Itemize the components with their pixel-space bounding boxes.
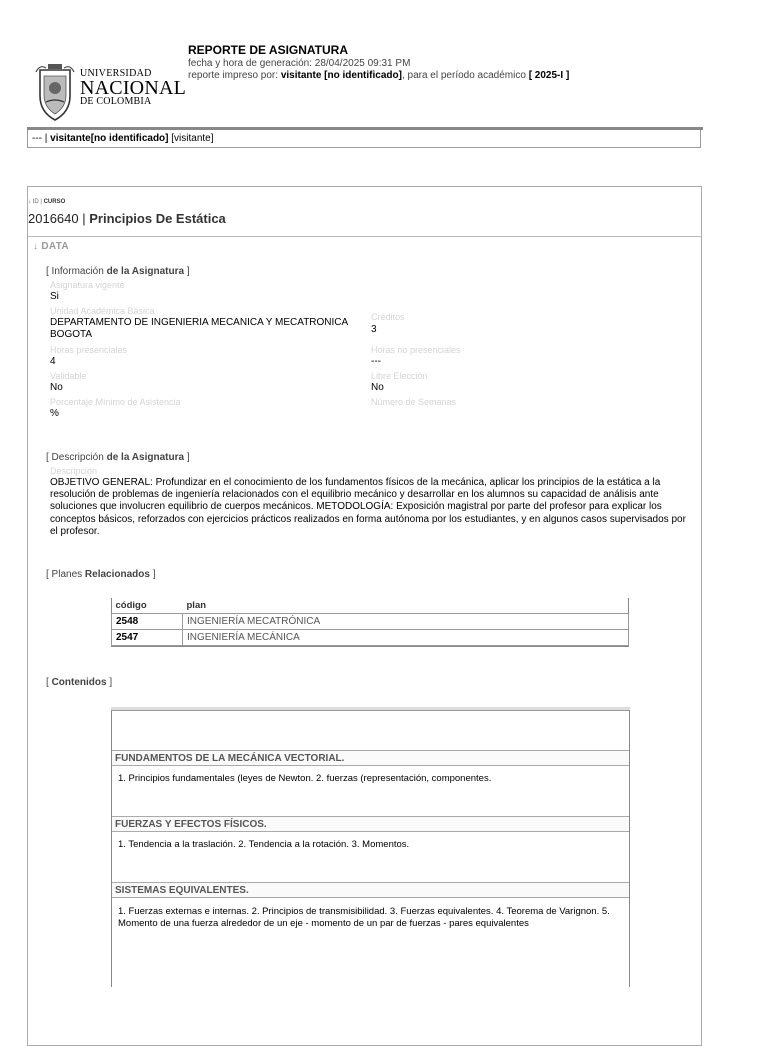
- user-bar: --- | visitante[no identificado] [visitante]: [27, 130, 701, 148]
- generated-line: fecha y hora de generación: 28/04/2025 09:31 PM: [188, 58, 411, 69]
- table-row: [112, 614, 629, 630]
- data-section-toggle[interactable]: ↓ DATA: [33, 241, 69, 252]
- table-row: [112, 630, 629, 646]
- field-value: 3: [371, 324, 377, 335]
- field-value: 4: [50, 356, 56, 367]
- field-value: No: [50, 382, 63, 393]
- plans-section-title: [ Planes Relacionados ]: [46, 569, 156, 580]
- content-topic-body: 1. Fuerzas externas e internas. 2. Principios de transmisibilidad. 3. Fuerzas equivalentes. 4. Teorema de Varignon. 5. Momento de una fuerza alrededor de un eje - momento de un par de fuerzas - pares equivalentes: [118, 906, 610, 929]
- logo-line-3: DE COLOMBIA: [80, 96, 152, 107]
- content-topic-body: 1. Principios fundamentales (leyes de Newton. 2. fuerzas (representación, componentes.: [118, 773, 492, 784]
- divider: [28, 236, 701, 237]
- field-value: ---: [371, 356, 381, 367]
- field-label: Validable: [50, 371, 87, 381]
- printed-by-line: reporte impreso por: visitante [no identificado], para el período académico [ 2025-I ]: [188, 70, 570, 81]
- info-section-title: [ Información de la Asignatura ]: [46, 266, 190, 277]
- id-course-caption: ↓ ID | CURSO: [28, 199, 66, 205]
- field-label: Número de Semanas: [371, 397, 457, 407]
- content-topic-title: FUERZAS Y EFECTOS FÍSICOS.: [112, 816, 629, 832]
- field-label: Unidad Académica Básica: [50, 306, 155, 316]
- field-label: Horas presenciales: [50, 345, 128, 355]
- field-label: Porcentaje Mínimo de Asistencia: [50, 397, 181, 407]
- course-heading: 2016640 | Principios De Estática: [28, 211, 226, 226]
- field-label: Asignatura vigente: [50, 280, 125, 290]
- report-title: REPORTE DE ASIGNATURA: [188, 43, 349, 57]
- field-label: Horas no presenciales: [371, 345, 461, 355]
- field-label: Créditos: [371, 312, 405, 322]
- plan-code: 2548: [112, 614, 183, 630]
- field-value: No: [371, 382, 384, 393]
- field-value: Si: [50, 291, 59, 302]
- column-header: código: [115, 600, 147, 611]
- plans-table: [111, 598, 629, 646]
- field-value: BOGOTA: [50, 329, 93, 340]
- description-section-title: [ Descripción de la Asignatura ]: [46, 452, 190, 463]
- contents-section-title: [ Contenidos ]: [46, 677, 113, 688]
- university-logo: [34, 60, 187, 122]
- shield-seal-icon: [34, 62, 76, 122]
- column-header: plan: [186, 600, 207, 611]
- field-label: Libre Elección: [371, 371, 428, 381]
- field-value: %: [50, 408, 59, 419]
- content-topic-title: FUNDAMENTOS DE LA MECÁNICA VECTORIAL.: [112, 750, 629, 766]
- content-topic-title: SISTEMAS EQUIVALENTES.: [112, 882, 629, 898]
- field-value: DEPARTAMENTO DE INGENIERIA MECANICA Y MECATRONICA: [50, 317, 349, 328]
- plan-name: INGENIERÍA MECATRÓNICA: [183, 614, 629, 630]
- arrow-down-icon: ↓: [33, 241, 39, 252]
- field-label: Descripción: [50, 466, 98, 476]
- course-description: OBJETIVO GENERAL: Profundizar en el conocimiento de los fundamentos físicos de la mecánica, aplicar los principios de la estática a la resolución de problemas de ingeniería relacionados con el equilibrio mecánico y desarrollar en los alumnos su capacidad de análisis ante soluciones que involucren equilibrio de cuerpos mecánicos. METODOLOGÍA: Exposición magistral por parte del profesor para explicar los conceptos básicos, reforzados con ejercicios prácticos realizados en forma autónoma por los estudiantes, y en algunos casos supervisados por el profesor.: [50, 477, 686, 537]
- plan-name: INGENIERÍA MECÁNICA: [183, 630, 629, 646]
- contents-header-bar: [111, 707, 630, 711]
- content-topic-body: 1. Tendencia a la traslación. 2. Tendencia a la rotación. 3. Momentos.: [118, 839, 410, 850]
- logo-line-1: UNIVERSIDAD: [80, 68, 152, 79]
- plan-code: 2547: [112, 630, 183, 646]
- logo-line-2: NACIONAL: [80, 77, 187, 99]
